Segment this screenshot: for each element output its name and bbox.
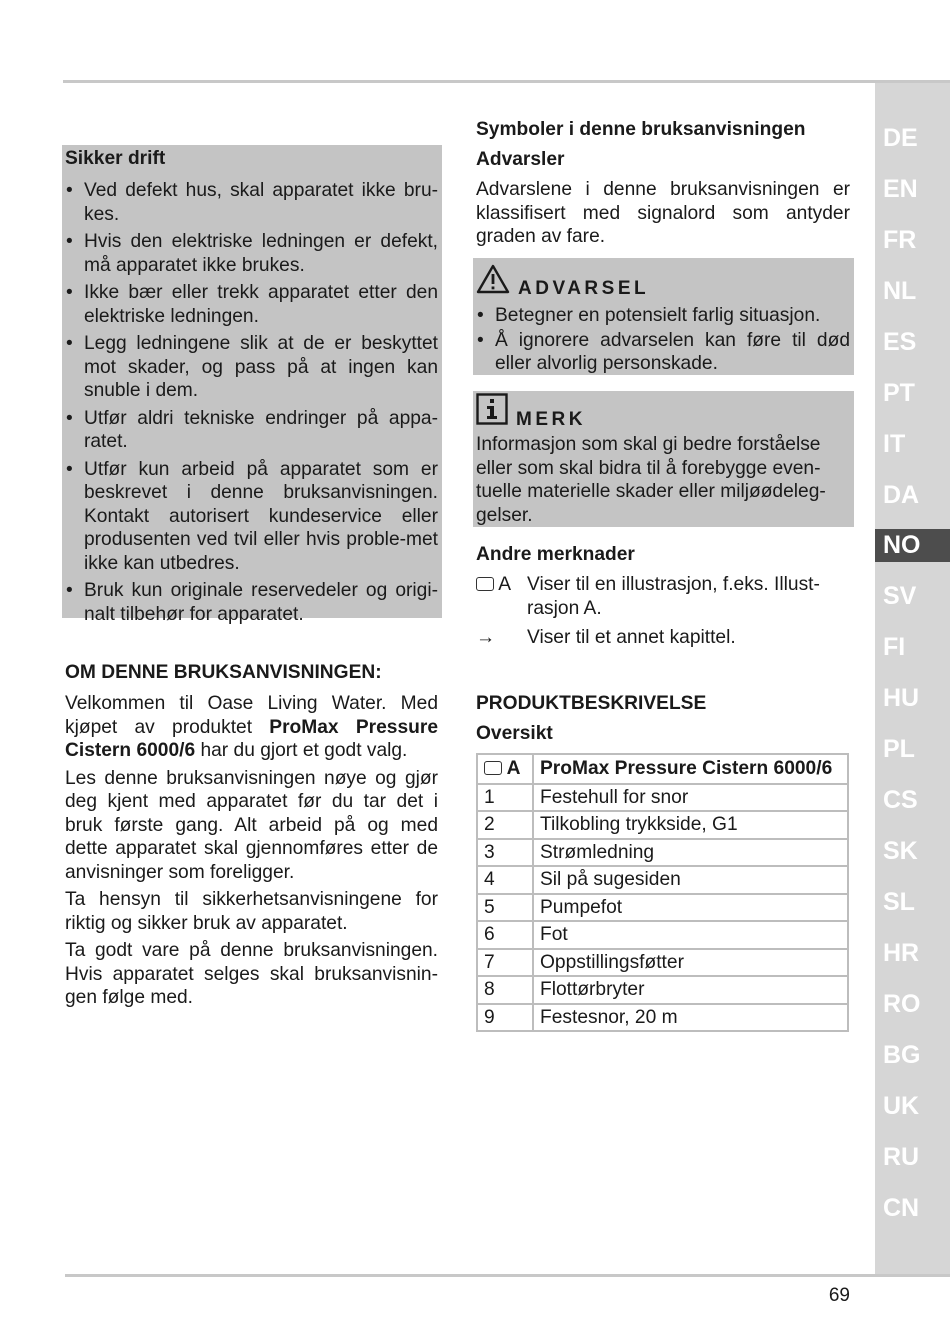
list-item: • Legg ledningene slik at de er beskyttet mot skader, og pass på at ingen kan snuble i dem. (66, 333, 438, 401)
language-tab-uk[interactable]: UK (883, 1092, 920, 1120)
list-item: • Ikke bær eller trekk apparatet etter den elektriske ledningen. (66, 282, 438, 327)
note-text: Informasjon som skal gi bedre forståelse eller som skal bidra til å forebygge even-tuelle materielle skader eller miljøødeleg-gelser. (476, 434, 826, 526)
list-item: • Bruk kun originale reservedeler og origi-nalt tilbehør for apparatet. (66, 580, 438, 625)
overview-title: Oversikt (476, 723, 553, 744)
table-row: 4 Sil på sugesiden (477, 866, 848, 894)
list-item: • Utfør kun arbeid på apparatet som er beskrevet i denne bruksanvisningen. Kontakt autorisert kundeservice eller produsenten ved tvil eller hvis proble-met ikke kan utbedres. (66, 458, 438, 574)
language-tab-it[interactable]: IT (883, 430, 906, 458)
language-tab-hr[interactable]: HR (883, 939, 920, 967)
note-signal-word: MERK (516, 408, 586, 430)
top-rule (63, 80, 950, 83)
language-tab-cn[interactable]: CN (883, 1194, 920, 1222)
language-tab-cs[interactable]: CS (883, 786, 918, 814)
symbols-heading: Symboler i denne bruksanvisningen (476, 119, 806, 140)
list-item: A Viser til en illustrasjon, f.eks. Illust-rasjon A. (476, 573, 850, 620)
page-number: 69 (828, 1285, 850, 1306)
list-item: • Hvis den elektriske ledningen er defekt, må apparatet ikke brukes. (66, 231, 438, 276)
about-paragraph-4: Ta godt vare på denne bruksanvisningen. Hvis apparatet selges skal bruksanvisnin-gen følge med. (65, 940, 438, 1008)
table-row: 8 Flottørbryter (477, 976, 848, 1004)
language-tab-ru[interactable]: RU (883, 1143, 920, 1171)
safe-operation-title: Sikker drift (65, 148, 166, 169)
language-tab-nl[interactable]: NL (883, 277, 917, 305)
language-tab-sk[interactable]: SK (883, 837, 918, 865)
warning-list (476, 304, 850, 376)
warnings-title: Advarsler (476, 149, 565, 170)
language-tab-de[interactable]: DE (883, 124, 918, 152)
list-item: • Betegner en potensielt farlig situasjon. (477, 305, 821, 326)
warnings-text: Advarslene i denne bruksanvisningen er klassifisert med signalord som antyder graden av fare. (476, 179, 850, 247)
language-tab-ro[interactable]: RO (883, 990, 921, 1018)
table-row: 5 Pumpefot (477, 894, 848, 922)
about-paragraph-1: Velkommen til Oase Living Water. Med kjøpet av produktet ProMax Pressure Cistern 6000/6 har du gjort et godt valg. (65, 693, 439, 761)
list-item: • Utfør aldri tekniske endringer på appa-ratet. (66, 407, 438, 452)
info-icon (476, 393, 508, 432)
language-tab-da[interactable]: DA (883, 481, 920, 509)
language-tab-sv[interactable]: SV (883, 582, 917, 610)
bottom-rule (65, 1274, 950, 1277)
product-heading: PRODUKTBESKRIVELSE (476, 693, 707, 714)
other-notes-section (476, 543, 850, 650)
language-tabs (875, 83, 950, 1275)
table-row: 6 Fot (477, 921, 848, 949)
parts-table (476, 753, 849, 1032)
table-row: 2 Tilkobling trykkside, G1 (477, 811, 848, 839)
warning-triangle-icon (476, 264, 510, 301)
language-tab-fi[interactable]: FI (883, 633, 906, 661)
warning-signal-word: ADVARSEL (518, 277, 650, 299)
language-tab-en[interactable]: EN (883, 175, 918, 203)
about-paragraph-2: Les denne bruksanvisningen nøye og gjør deg kjent med apparatet før du tar det i bruk første gang. Alt arbeid på og med dette apparatet skal gjennomføres etter de anvisninger som foreligger. (65, 767, 438, 883)
list-item: • Ved defekt hus, skal apparatet ikke bru-kes. (66, 180, 438, 225)
table-row: 9 Festesnor, 20 m (477, 1004, 848, 1032)
language-tab-hu[interactable]: HU (883, 684, 920, 712)
about-heading: OM DENNE BRUKSANVISNINGEN: (65, 662, 382, 683)
table-header-row: A ProMax Pressure Cistern 6000/6 (477, 754, 848, 784)
list-item: → Viser til et annet kapittel. (476, 627, 736, 648)
about-section (65, 661, 438, 1014)
list-item: • Å ignorere advarselen kan føre til død eller alvorlig personskade. (477, 329, 850, 374)
product-section (476, 692, 850, 1032)
language-tab-pt[interactable]: PT (883, 379, 915, 407)
about-paragraph-3: Ta hensyn til sikkerhetsanvisningene for riktig og sikker bruk av apparatet. (65, 889, 438, 934)
warning-box (473, 258, 854, 375)
language-tab-sl[interactable]: SL (883, 888, 915, 916)
table-row: 7 Oppstillingsføtter (477, 949, 848, 977)
language-tab-no[interactable]: NO (875, 529, 950, 562)
symbols-section (476, 118, 850, 253)
table-row: 3 Strømledning (477, 839, 848, 867)
safety-list (65, 179, 438, 626)
arrow-right-icon: → (476, 627, 496, 648)
language-tab-es[interactable]: ES (883, 328, 917, 356)
language-tab-pl[interactable]: PL (883, 735, 915, 763)
language-tab-bg[interactable]: BG (883, 1041, 921, 1069)
other-notes-title: Andre merknader (476, 544, 635, 565)
table-row: 1 Festehull for snor (477, 784, 848, 812)
illustration-frame-icon (484, 761, 502, 775)
language-tab-fr[interactable]: FR (883, 226, 917, 254)
safe-operation-box (62, 145, 442, 625)
illustration-frame-icon (476, 577, 494, 591)
note-box (473, 391, 854, 527)
